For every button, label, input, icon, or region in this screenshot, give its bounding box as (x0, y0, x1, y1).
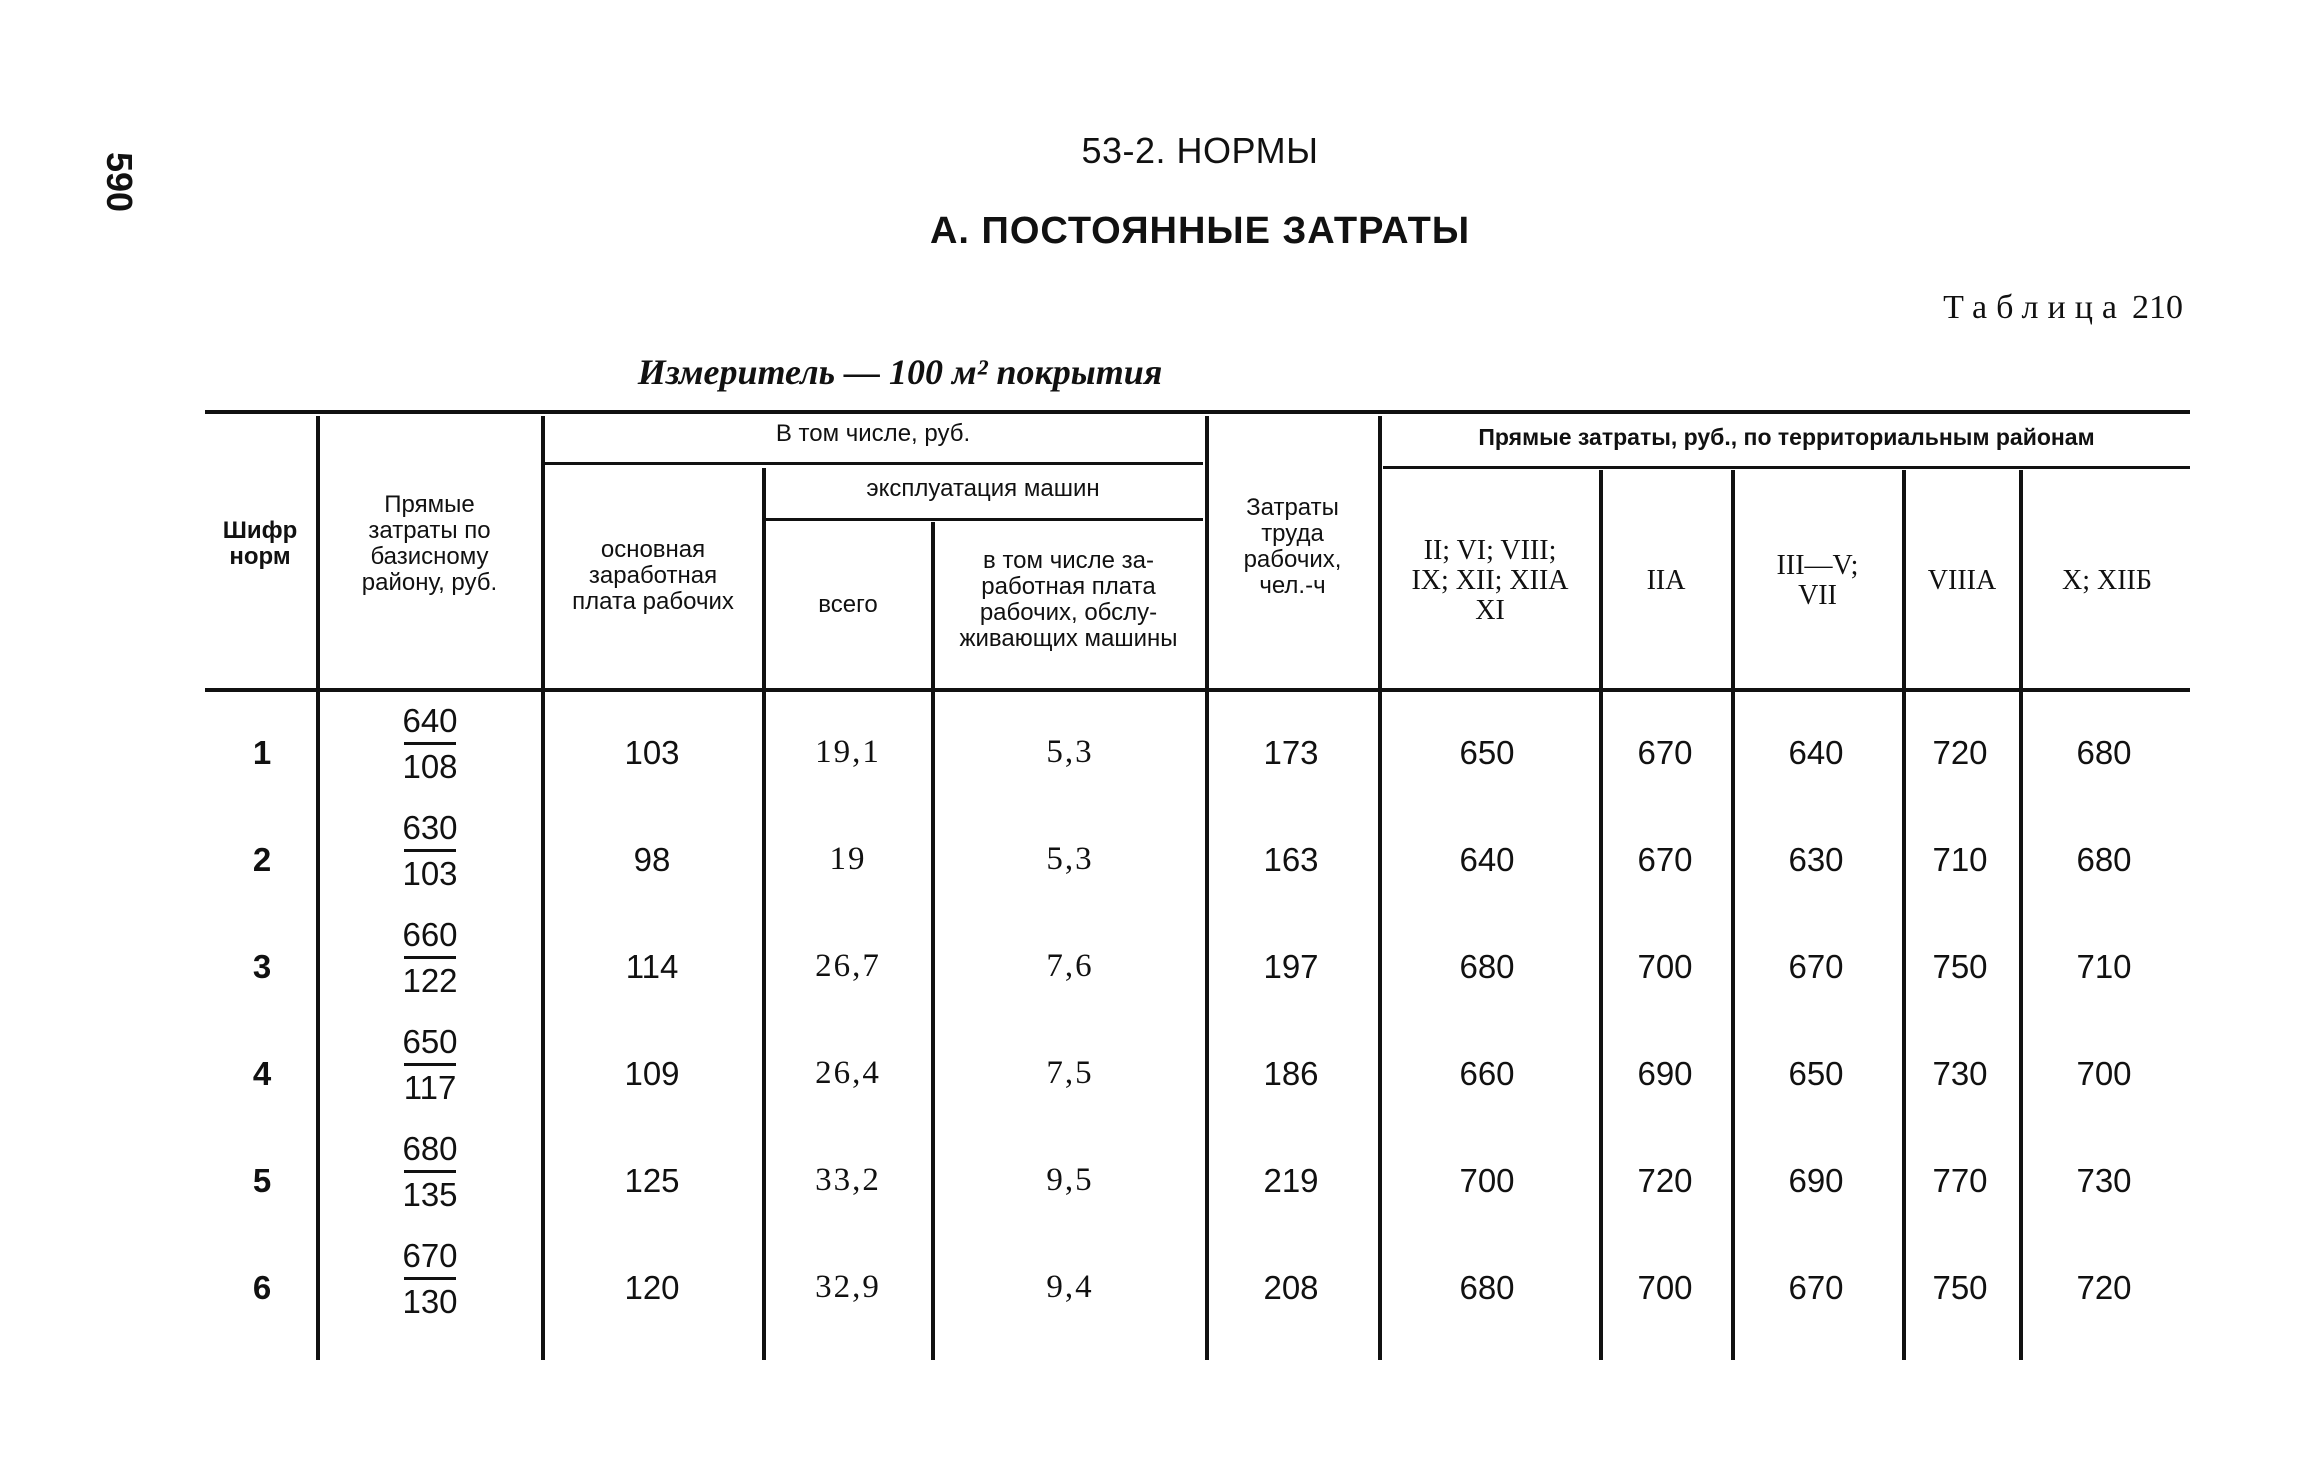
col-divider-8 (1731, 470, 1735, 1360)
cell-r5: 680 (2076, 841, 2132, 878)
cell-r4: 730 (1932, 1055, 1988, 1092)
cell-r3: 650 (1788, 1055, 1844, 1092)
cell-r4: 710 (1932, 841, 1988, 878)
header-total: всего (818, 591, 878, 618)
direct-wages-value: 117 (403, 1069, 457, 1106)
header-base-wages-line: основная (600, 536, 706, 563)
cell-code: 6 (252, 1269, 272, 1306)
cell-machine-wages: 7,6 (1046, 948, 1094, 984)
table-header-bottom-rule (205, 688, 2190, 692)
cell-base-wages: 114 (625, 948, 679, 985)
cell-r4: 750 (1932, 1269, 1988, 1306)
cell-r1: 700 (1459, 1162, 1515, 1199)
header-region-1-line: XI (1475, 595, 1505, 626)
header-direct-base-line: району, руб. (361, 569, 498, 596)
direct-wages-value: 108 (402, 748, 458, 785)
region-rule (1383, 466, 2190, 469)
page-number: 590 (99, 152, 140, 213)
cell-r1: 650 (1459, 734, 1515, 771)
col-divider-1 (316, 416, 320, 1360)
cell-code: 1 (252, 734, 272, 771)
direct-cost-fraction (380, 702, 480, 786)
header-region-2-line: IIA (1646, 565, 1686, 596)
cell-r3: 670 (1788, 948, 1844, 985)
col-divider-3 (762, 468, 766, 1360)
col-divider-10 (2019, 470, 2023, 1360)
header-machine-wages-line: в том числе за- (983, 547, 1154, 574)
cell-r5: 730 (2076, 1162, 2132, 1199)
cell-total: 32,9 (815, 1269, 881, 1305)
cell-base-wages: 120 (624, 1269, 680, 1306)
header-region-5 (2024, 566, 2190, 596)
direct-cost-fraction (380, 1023, 480, 1107)
cell-r5: 710 (2076, 948, 2132, 985)
header-region-4 (1907, 566, 2017, 596)
cell-r1: 680 (1459, 948, 1515, 985)
subsection-title: А. ПОСТОЯННЫЕ ЗАТРАТЫ (929, 210, 1471, 252)
header-by-region: Прямые затраты, руб., по территориальным районам (1478, 424, 2095, 450)
header-direct-base-line: затраты по (368, 517, 491, 544)
cell-labor: 173 (1263, 734, 1319, 771)
table-label (1943, 289, 2183, 327)
cell-labor: 197 (1263, 948, 1319, 985)
cell-r2: 700 (1637, 948, 1693, 985)
header-labor (1210, 495, 1375, 599)
cell-r3: 640 (1788, 734, 1844, 771)
cell-r1: 660 (1459, 1055, 1515, 1092)
col-divider-7 (1599, 470, 1603, 1360)
cell-r4: 750 (1932, 948, 1988, 985)
cell-machine-wages: 5,3 (1046, 841, 1094, 877)
header-direct-base (322, 492, 537, 596)
direct-cost-value: 680 (402, 1130, 458, 1167)
header-code (210, 518, 310, 570)
cell-r5: 700 (2076, 1055, 2132, 1092)
cell-r2: 700 (1637, 1269, 1693, 1306)
header-region-3-line: VII (1798, 580, 1837, 611)
header-region-1-line: II; VI; VIII; (1423, 535, 1557, 566)
fraction-bar (404, 1170, 456, 1173)
col-divider-9 (1902, 470, 1906, 1360)
header-labor-line: Затраты (1246, 494, 1339, 521)
header-base-wages-line: заработная (588, 562, 718, 589)
cell-code: 5 (252, 1162, 272, 1199)
direct-cost-fraction (380, 809, 480, 893)
header-machine-wages (936, 548, 1201, 652)
header-direct-base-line: базисному (370, 543, 489, 570)
cell-r1: 640 (1459, 841, 1515, 878)
cell-base-wages: 98 (633, 841, 671, 878)
direct-cost-value: 670 (402, 1237, 458, 1274)
direct-cost-value: 630 (402, 809, 458, 846)
cell-r5: 720 (2076, 1269, 2132, 1306)
direct-wages-value: 122 (402, 962, 458, 999)
direct-wages-value: 103 (402, 855, 458, 892)
cell-labor: 163 (1263, 841, 1319, 878)
direct-cost-value: 660 (402, 916, 458, 953)
including-rule (543, 462, 1203, 465)
cell-r4: 770 (1932, 1162, 1988, 1199)
cell-r1: 680 (1459, 1269, 1515, 1306)
cell-code: 4 (252, 1055, 272, 1092)
direct-cost-fraction (380, 1130, 480, 1214)
cell-labor: 208 (1263, 1269, 1319, 1306)
cell-r2: 670 (1637, 734, 1693, 771)
cell-code: 2 (252, 841, 272, 878)
cell-r5: 680 (2076, 734, 2132, 771)
header-base-wages-line: плата рабочих (572, 588, 734, 615)
cell-r2: 690 (1637, 1055, 1693, 1092)
header-region-1-line: IX; XII; XIIA (1411, 565, 1569, 596)
header-code-line: норм (229, 543, 291, 570)
header-direct-base-line: Прямые (384, 491, 475, 518)
direct-cost-value: 650 (402, 1023, 458, 1060)
machine-op-rule (763, 518, 1203, 521)
cell-total: 19,1 (815, 734, 881, 770)
measure-unit: Измеритель — 100 м² покрытия (637, 352, 1163, 392)
cell-machine-wages: 9,4 (1046, 1269, 1094, 1305)
cell-total: 26,7 (815, 948, 881, 984)
header-machine-wages-line: рабочих, обслу- (979, 599, 1158, 626)
cell-r3: 690 (1788, 1162, 1844, 1199)
fraction-bar (404, 1063, 456, 1066)
table-label-word: Таблица (1943, 289, 2126, 326)
cell-r4: 720 (1932, 734, 1988, 771)
header-labor-line: труда (1261, 520, 1324, 547)
table-top-rule (205, 410, 2190, 414)
header-labor-line: чел.-ч (1259, 572, 1326, 599)
cell-machine-wages: 7,5 (1046, 1055, 1094, 1091)
fraction-bar (404, 1277, 456, 1280)
cell-r2: 670 (1637, 841, 1693, 878)
direct-cost-fraction (380, 1237, 480, 1321)
cell-code: 3 (252, 948, 272, 985)
direct-wages-value: 130 (402, 1283, 458, 1320)
direct-cost-value: 640 (402, 702, 458, 739)
cell-base-wages: 103 (624, 734, 680, 771)
header-labor-line: рабочих, (1243, 546, 1342, 573)
fraction-bar (404, 956, 456, 959)
cell-r2: 720 (1637, 1162, 1693, 1199)
cell-total: 26,4 (815, 1055, 881, 1091)
table-number: 210 (2132, 289, 2183, 326)
cell-machine-wages: 9,5 (1046, 1162, 1094, 1198)
header-base-wages (548, 537, 758, 615)
direct-wages-value: 135 (402, 1176, 458, 1213)
header-region-4-line: VIIIA (1927, 565, 1997, 596)
cell-total: 33,2 (815, 1162, 881, 1198)
header-machine-wages-line: живающих машины (959, 625, 1178, 652)
header-region-5-line: X; XIIБ (2062, 565, 2152, 596)
cell-base-wages: 125 (624, 1162, 680, 1199)
cell-total: 19 (829, 841, 867, 877)
cell-labor: 186 (1263, 1055, 1319, 1092)
col-divider-4 (931, 522, 935, 1360)
header-region-2 (1604, 566, 1728, 596)
cell-labor: 219 (1263, 1162, 1319, 1199)
direct-cost-fraction (380, 916, 480, 1000)
header-code-line: Шифр (222, 517, 298, 544)
section-title: 53-2. НОРМЫ (1081, 130, 1319, 171)
header-region-3 (1736, 551, 1899, 611)
header-region-1 (1384, 536, 1596, 626)
cell-base-wages: 109 (624, 1055, 680, 1092)
fraction-bar (404, 849, 456, 852)
fraction-bar (404, 742, 456, 745)
col-divider-6 (1378, 416, 1382, 1360)
header-machine-wages-line: работная плата (981, 573, 1156, 600)
cell-machine-wages: 5,3 (1046, 734, 1094, 770)
header-region-3-line: III—V; (1776, 550, 1859, 581)
cell-r3: 630 (1788, 841, 1844, 878)
header-including: В том числе, руб. (775, 420, 971, 447)
col-divider-2 (541, 416, 545, 1360)
header-machine-operation: эксплуатация машин (866, 475, 1100, 502)
col-divider-5 (1205, 416, 1209, 1360)
cell-r3: 670 (1788, 1269, 1844, 1306)
